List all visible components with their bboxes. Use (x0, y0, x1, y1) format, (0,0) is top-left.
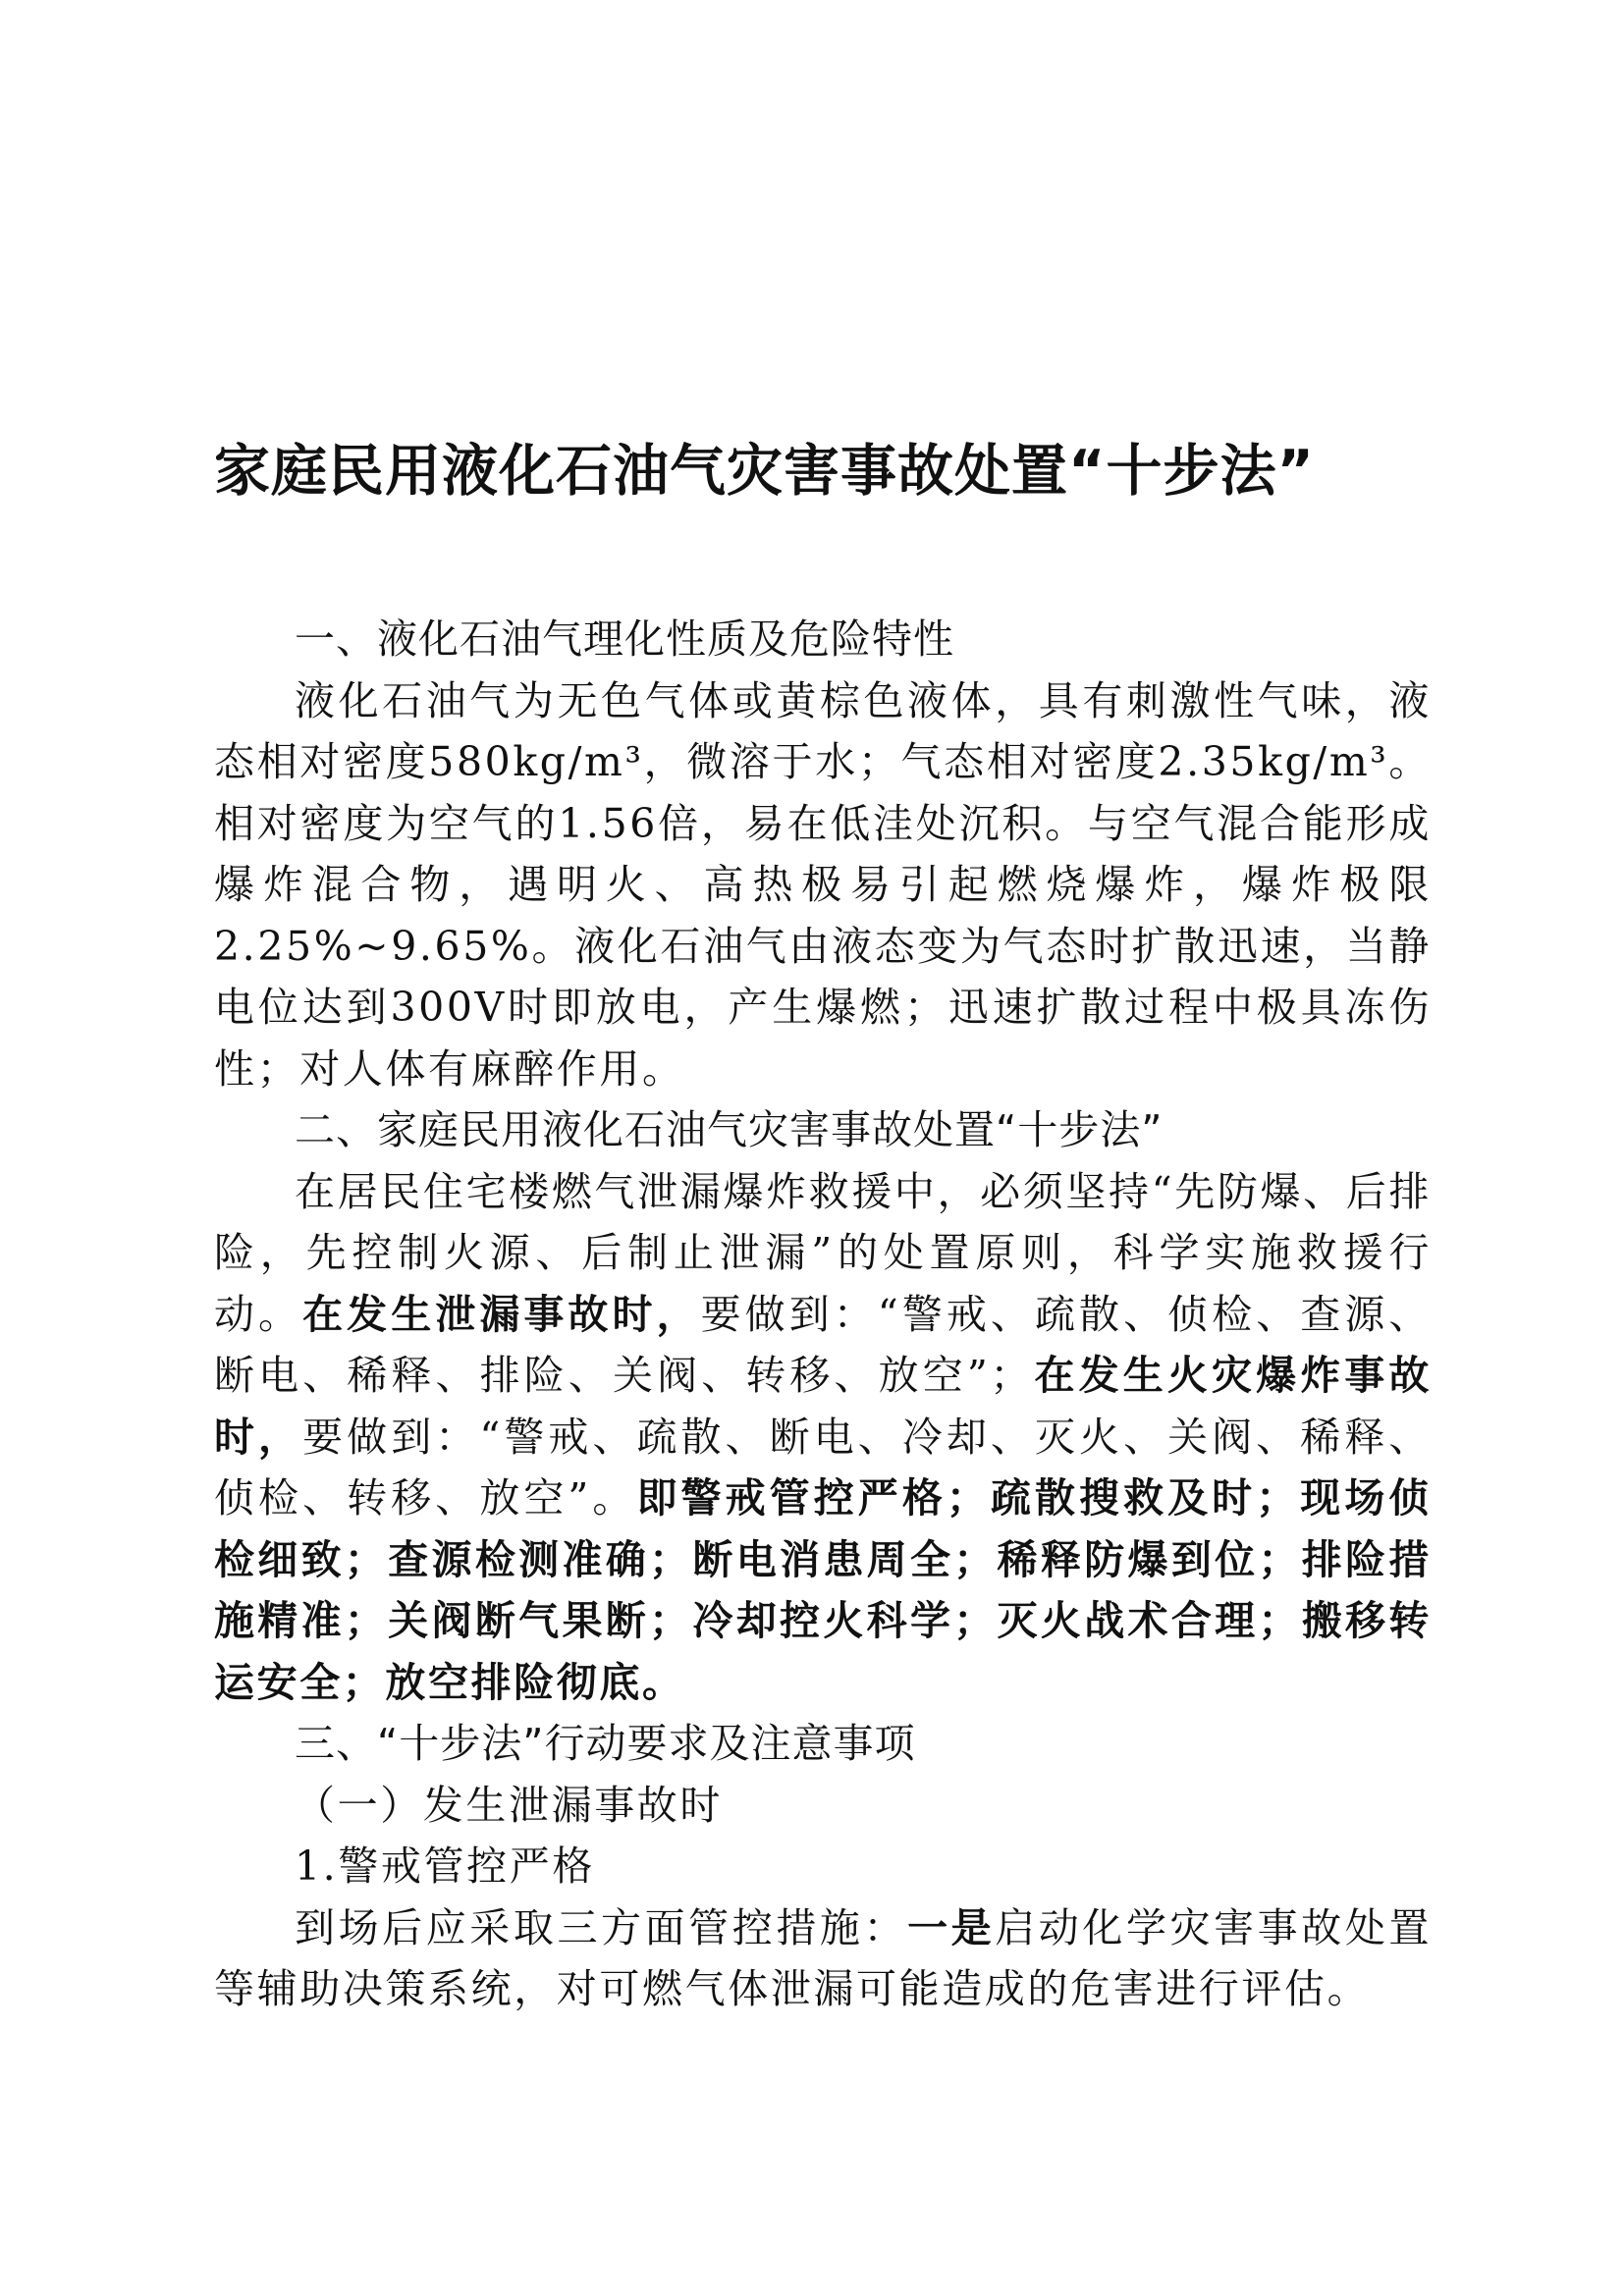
item-1-lead: 到场后应采取三方面管控措施： (295, 1903, 908, 1951)
section-1-paragraph: 液化石油气为无色气体或黄棕色液体，具有刺激性气味，液态相对密度580kg/m³，微溶于水；气态相对密度2.35kg/m³。相对密度为空气的1.56倍，易在低洼处沉积。与空气混合能形成爆炸混合物，遇明火、高热极易引起燃烧爆炸，爆炸极限2.25%~9.65%。液化石油气由液态变为气态时扩散迅速，当静电位达到300V时即放电，产生爆燃；迅速扩散过程中极具冻伤性；对人体有麻醉作用。 (214, 676, 1432, 1093)
item-1-text: 启动化学灾害事故处置等辅助决策系统，对可燃气体泄漏可能造成的危害进行评估。 (214, 1903, 1432, 2012)
principle-text: 在居民住宅楼燃气泄漏爆炸救援中，必须坚持“先防爆、后排险，先控制火源、后制止泄漏”的处置原则，科学实施救援行动。 (214, 1167, 1432, 1338)
item-1-first-label: 一是 (907, 1903, 996, 1951)
fire-label: 在发生火灾爆炸事故时， (214, 1352, 1432, 1461)
item-1-heading: 1.警戒管控严格 (295, 1842, 595, 1890)
subsection-1-heading: （一）发生泄漏事故时 (295, 1781, 723, 1829)
section-1-heading: 一、液化石油气理化性质及危险特性 (295, 615, 954, 663)
summary-text: 即警戒管控严格；疏散搜救及时；现场侦检细致；查源检测准确；断电消患周全；稀释防爆到位；排险措施精准；关阀断气果断；冷却控火科学；灭火战术合理；搬移转运安全；放空排险彻底。 (214, 1474, 1432, 1706)
leak-steps: 要做到：“警戒、疏散、侦检、查源、断电、稀释、排险、关阀、转移、放空”； (214, 1290, 1432, 1399)
document-body (214, 609, 1432, 2020)
item-1-paragraph (214, 1897, 1432, 2020)
leak-label: 在发生泄漏事故时， (302, 1290, 701, 1338)
section-3-heading: 三、“十步法”行动要求及注意事项 (295, 1720, 916, 1767)
section-2-paragraph (214, 1161, 1432, 1714)
fire-steps: 要做到：“警戒、疏散、断电、冷却、灭火、关阀、稀释、侦检、转移、放空”。 (214, 1413, 1432, 1522)
section-2-heading: 二、家庭民用液化石油气灾害事故处置“十步法” (295, 1106, 1164, 1153)
document-page (214, 432, 1432, 2020)
document-title: 家庭民用液化石油气灾害事故处置“十步法” (214, 439, 1315, 504)
